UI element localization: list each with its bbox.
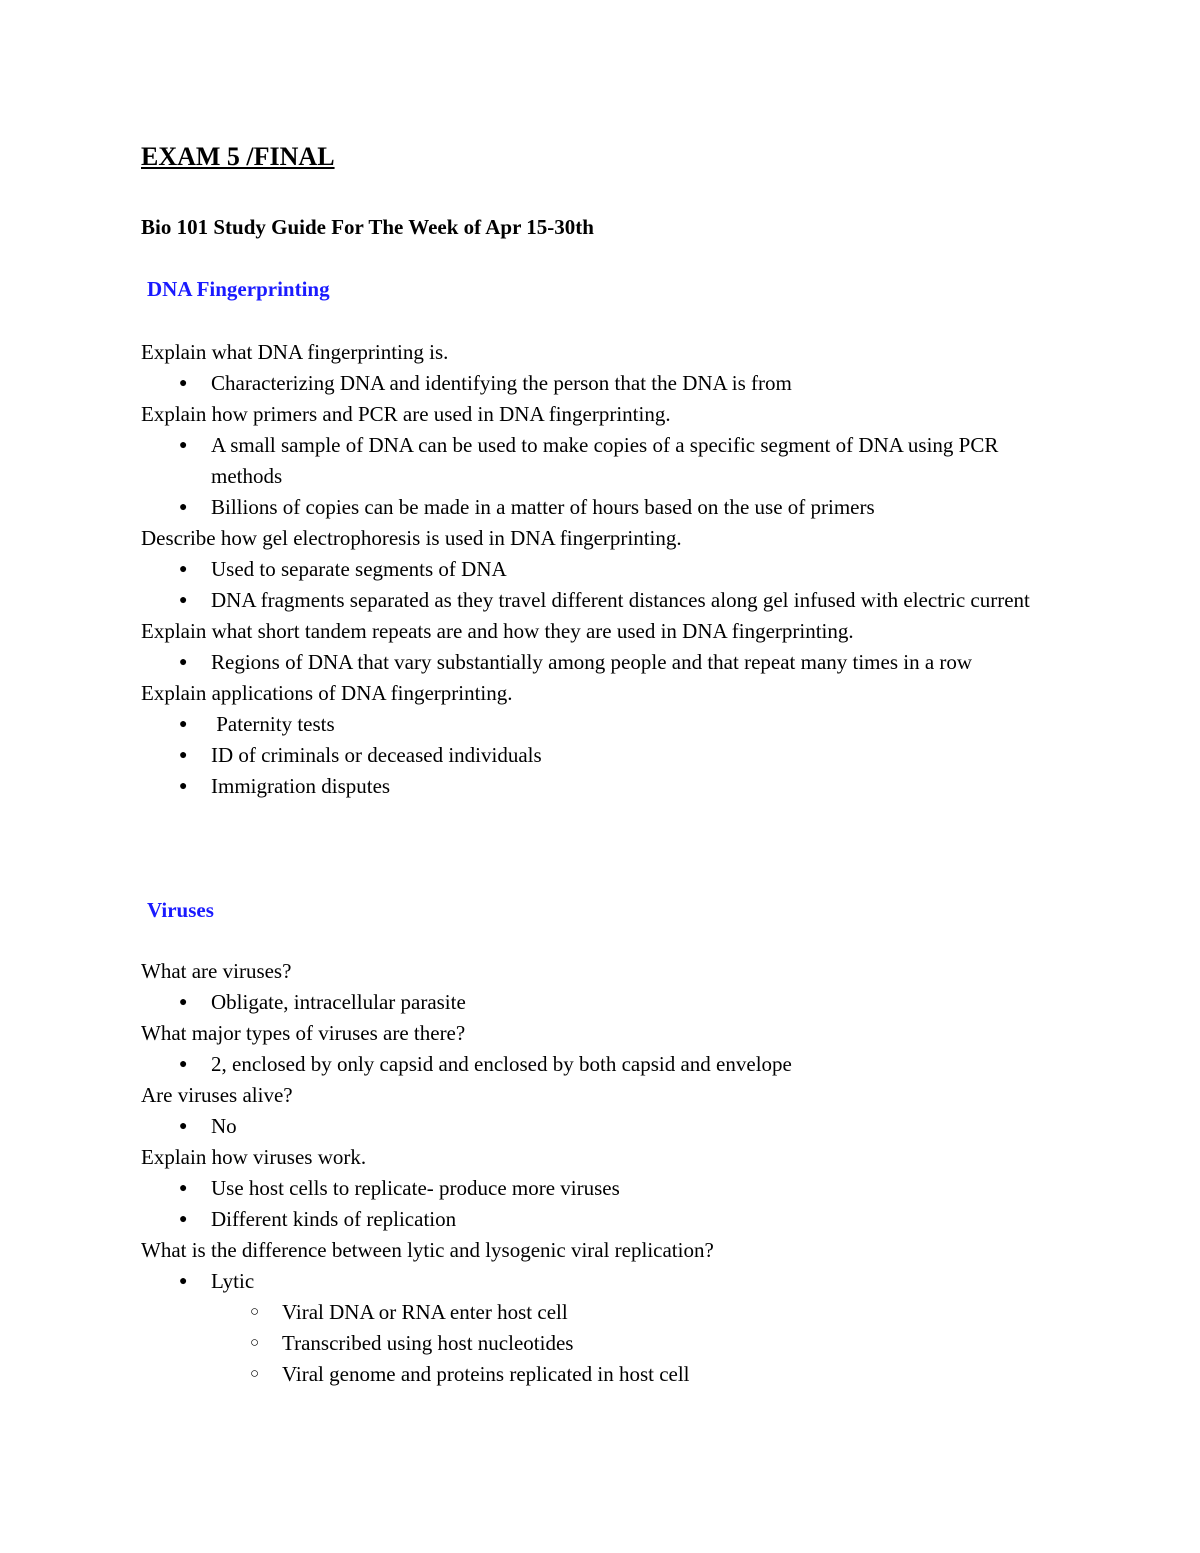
bullet-icon: ● xyxy=(179,500,188,515)
answer-text: Different kinds of replication xyxy=(211,1207,457,1231)
answer-text: A small sample of DNA can be used to make copies of a specific segment of DNA using PCR methods xyxy=(211,433,999,488)
list-item xyxy=(141,740,1061,771)
hollow-bullet-icon: ○ xyxy=(250,1366,260,1382)
bullet-icon: ● xyxy=(179,655,188,670)
answer-text: Immigration disputes xyxy=(211,774,391,798)
answer-text: Lytic xyxy=(211,1269,255,1293)
bullet-icon: ● xyxy=(179,779,188,794)
question: What major types of viruses are there? xyxy=(141,1021,466,1045)
answer-text: Regions of DNA that vary substantially among people and that repeat many times in a row xyxy=(211,650,973,674)
section-dna-fingerprinting xyxy=(141,337,1101,802)
hollow-bullet-icon: ○ xyxy=(250,1304,260,1320)
list-item xyxy=(141,709,1061,740)
list-item xyxy=(141,987,1061,1018)
bullet-icon: ● xyxy=(179,1212,188,1227)
section-heading-viruses: Viruses xyxy=(147,898,214,922)
answer-text: Use host cells to replicate- produce more viruses xyxy=(211,1176,620,1200)
bullet-icon: ● xyxy=(179,1274,188,1289)
question: What is the difference between lytic and lysogenic viral replication? xyxy=(141,1238,714,1262)
list-item xyxy=(141,554,1061,585)
bullet-icon: ● xyxy=(179,1057,188,1072)
list-item xyxy=(141,771,1061,802)
sub-answer-text: Transcribed using host nucleotides xyxy=(282,1331,574,1355)
bullet-icon: ● xyxy=(179,562,188,577)
list-item xyxy=(141,1049,1061,1080)
bullet-icon: ● xyxy=(179,717,188,732)
list-item xyxy=(141,492,1061,523)
answer-text: Characterizing DNA and identifying the person that the DNA is from xyxy=(211,371,792,395)
bullet-icon: ● xyxy=(179,1181,188,1196)
list-item xyxy=(141,1111,1061,1142)
answer-text: ID of criminals or deceased individuals xyxy=(211,743,542,767)
answer-text: Obligate, intracellular parasite xyxy=(211,990,466,1014)
list-item xyxy=(141,368,1061,399)
bullet-icon: ● xyxy=(179,376,188,391)
list-item xyxy=(141,1173,1061,1204)
list-item xyxy=(141,1266,1061,1297)
question: Explain how viruses work. xyxy=(141,1145,367,1169)
list-item xyxy=(141,585,1061,616)
sub-list-item xyxy=(141,1328,1101,1359)
list-item xyxy=(141,430,1061,492)
question: Explain applications of DNA fingerprinting. xyxy=(141,681,513,705)
list-item xyxy=(141,1204,1061,1235)
question: What are viruses? xyxy=(141,959,292,983)
answer-text: 2, enclosed by only capsid and enclosed by both capsid and envelope xyxy=(211,1052,792,1076)
answer-text: Billions of copies can be made in a matter of hours based on the use of primers xyxy=(211,495,875,519)
sub-list-item xyxy=(141,1359,1101,1390)
bullet-icon: ● xyxy=(179,593,188,608)
sub-list-item xyxy=(141,1297,1101,1328)
hollow-bullet-icon: ○ xyxy=(250,1335,260,1351)
section-heading-dna-fingerprinting: DNA Fingerprinting xyxy=(147,277,330,301)
question: Explain what short tandem repeats are and how they are used in DNA fingerprinting. xyxy=(141,619,854,643)
answer-text: Paternity tests xyxy=(211,712,335,736)
bullet-icon: ● xyxy=(179,748,188,763)
question: Are viruses alive? xyxy=(141,1083,293,1107)
sub-answer-text: Viral DNA or RNA enter host cell xyxy=(282,1300,568,1324)
question: Explain what DNA fingerprinting is. xyxy=(141,340,449,364)
bullet-icon: ● xyxy=(179,438,188,453)
answer-text: No xyxy=(211,1114,237,1138)
bullet-icon: ● xyxy=(179,1119,188,1134)
answer-text: DNA fragments separated as they travel different distances along gel infused with electric current xyxy=(211,588,1030,612)
page-title: EXAM 5 /FINAL xyxy=(141,142,335,171)
bullet-icon: ● xyxy=(179,995,188,1010)
list-item xyxy=(141,647,1061,678)
question: Explain how primers and PCR are used in DNA fingerprinting. xyxy=(141,402,671,426)
page-subtitle: Bio 101 Study Guide For The Week of Apr 15-30th xyxy=(141,215,594,239)
sub-answer-text: Viral genome and proteins replicated in host cell xyxy=(282,1362,690,1386)
answer-text: Used to separate segments of DNA xyxy=(211,557,507,581)
question: Describe how gel electrophoresis is used in DNA fingerprinting. xyxy=(141,526,682,550)
section-viruses xyxy=(141,956,1101,1390)
